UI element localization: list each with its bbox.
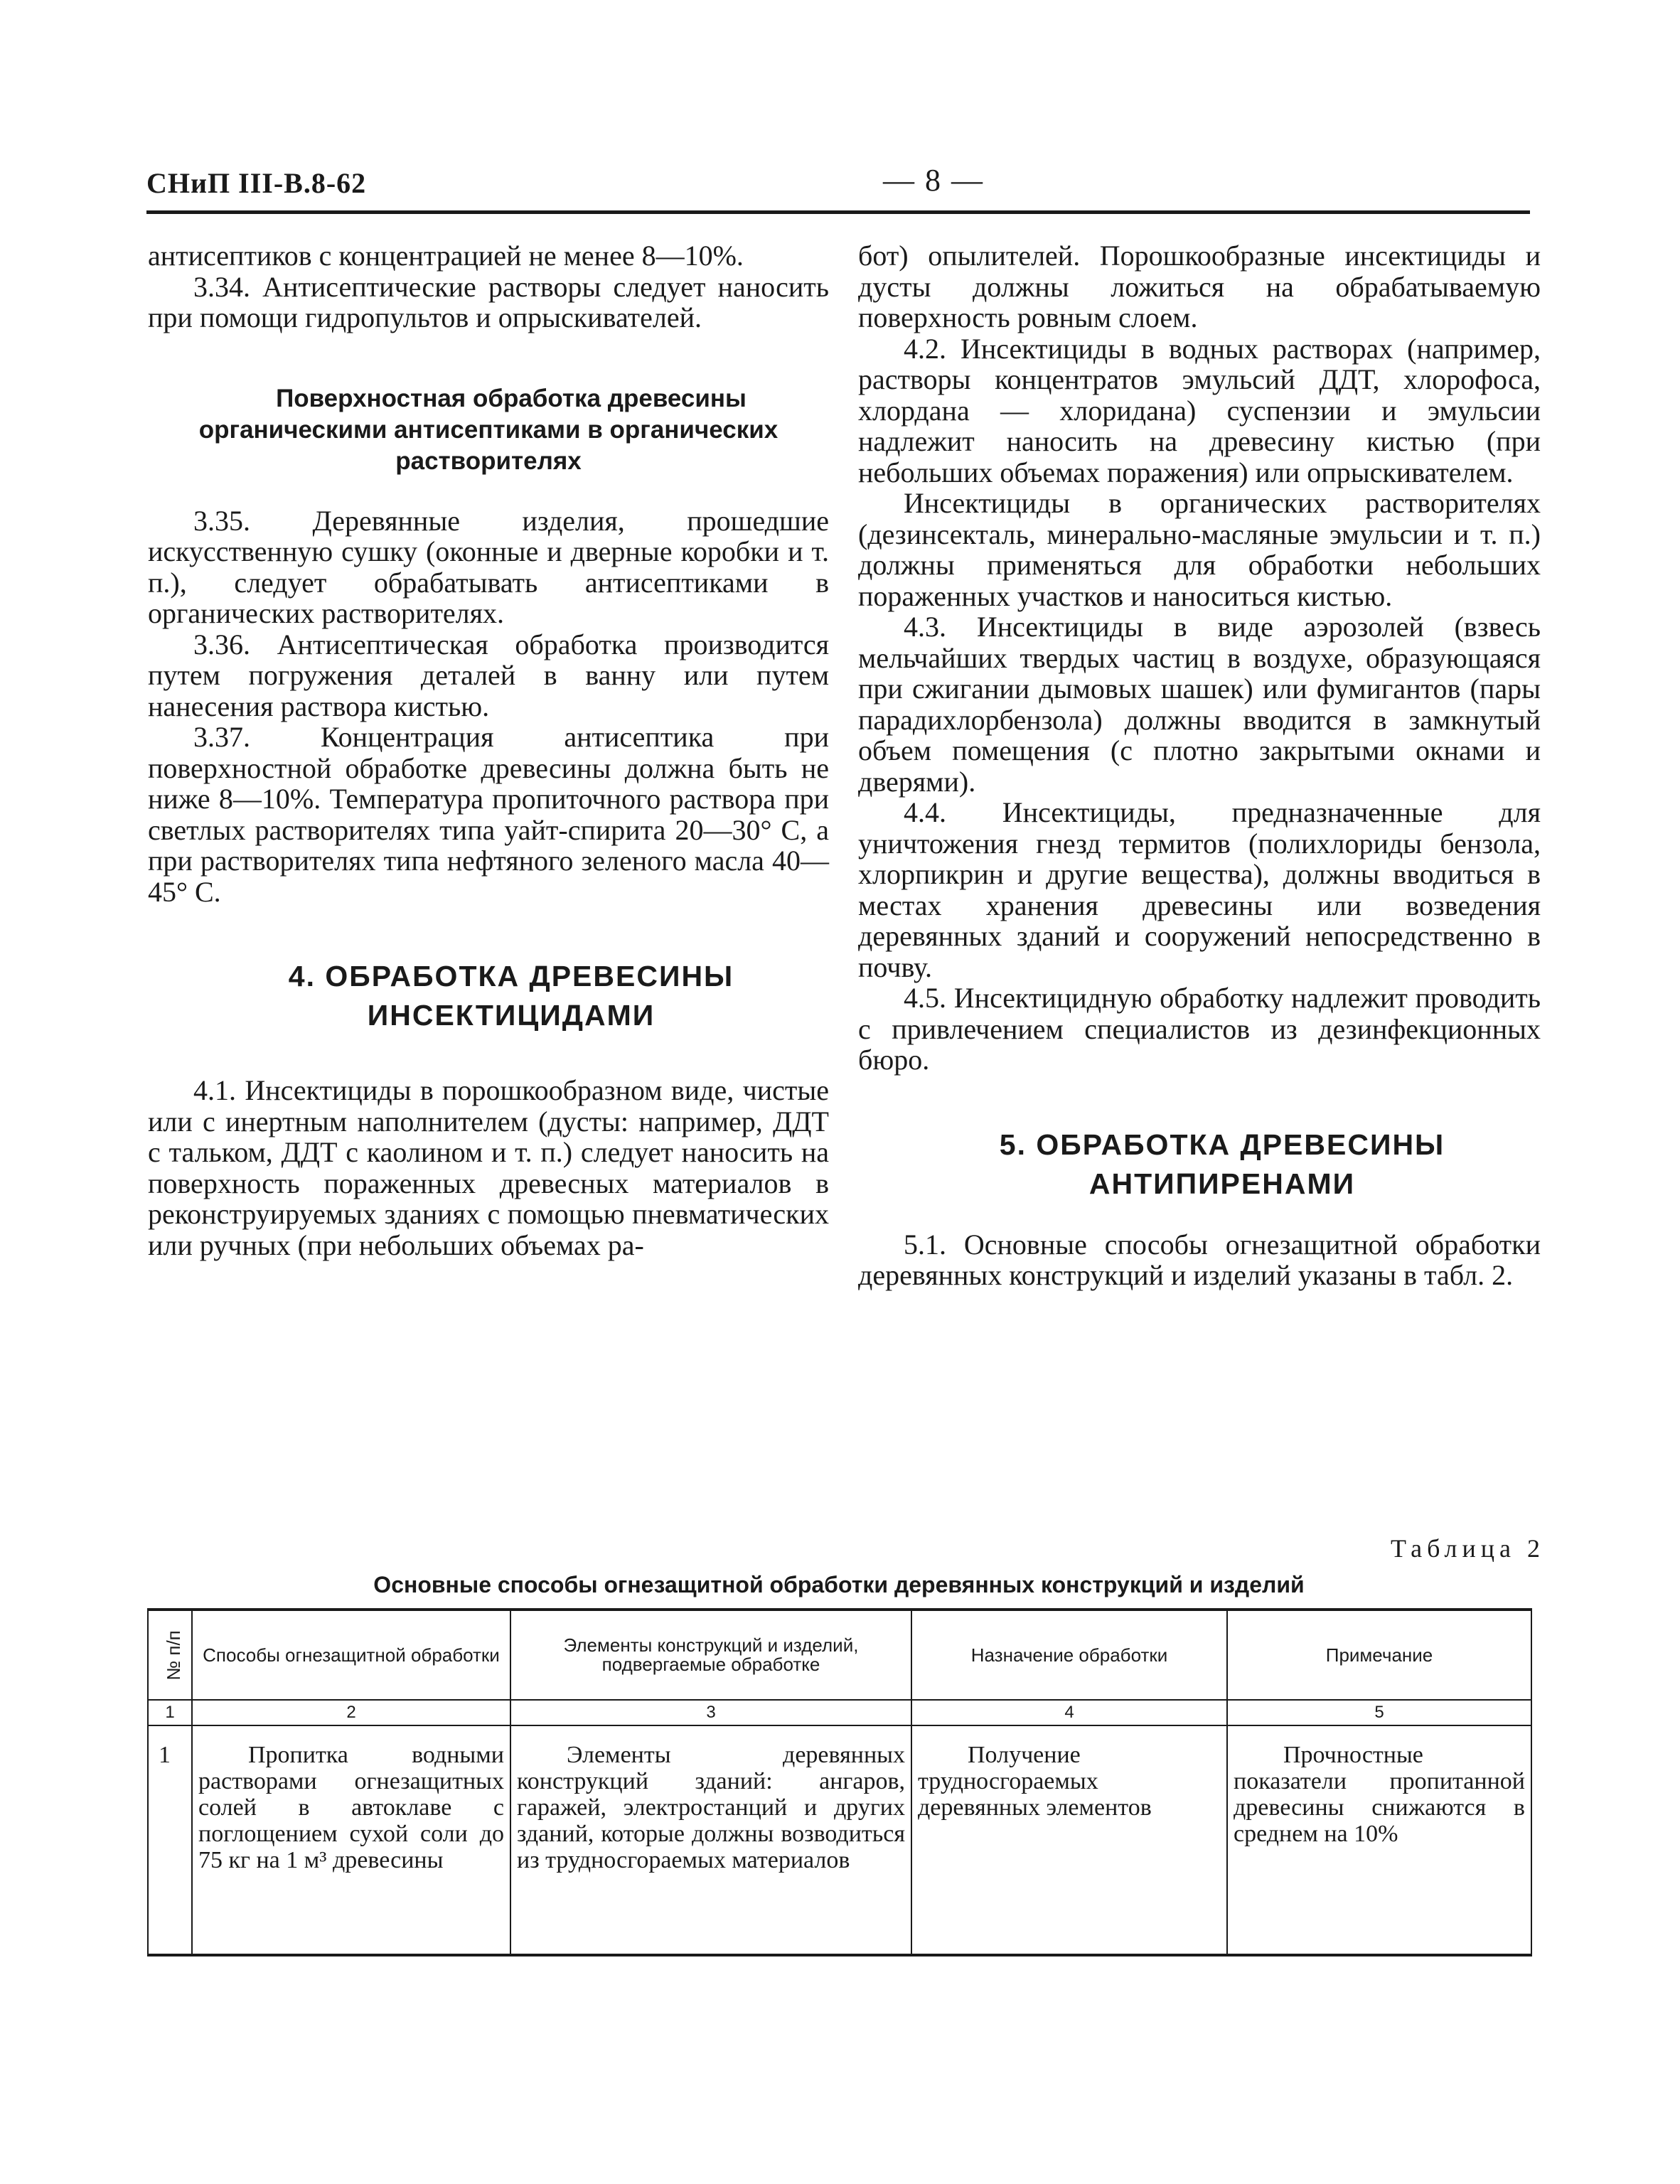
cell-elements: Элементы деревянных конструкций зданий: ангаров, гаражей, электростанций и других зданий, которые должны возводиться из трудносгораемых материалов — [510, 1725, 911, 1955]
paragraph-3-34: 3.34. Антисептические растворы следует наносить при помощи гидропультов и опрыскивателей. — [148, 270, 829, 333]
paragraph-4-1: 4.1. Инсектициды в порошкообразном виде, чистые или с инертным наполнителем (дусты: например, ДДТ с тальком, ДДТ с каолином и т. п.) следует наносить на поверхность пораженных древесных материалов в реконструируемых зданиях с помощью пневматических или ручных (при небольших объемах ра- — [148, 1074, 829, 1261]
cell-method: Пропитка водными растворами огнезащитных солей в автоклаве с поглощением сухой соли до 75 кг на 1 м³ древесины — [192, 1725, 510, 1955]
document-code: СНиП III-В.8-62 — [146, 167, 367, 199]
column-header-elements: Элементы конструкций и изделий, подвергаемые обработке — [510, 1610, 911, 1700]
column-number: 5 — [1227, 1700, 1531, 1725]
row-number: 1 — [148, 1725, 192, 1955]
paragraph-4-3: 4.3. Инсектициды в виде аэрозолей (взвесь мельчайших твердых частиц в воздухе, образующаяся при сжигании дымовых шашек) или фумигантов (пары парадихлорбензола) должны вводится в замкнутый объем помещения (с плотно закрытыми окнами и дверями). — [858, 611, 1541, 798]
paragraph-5-1: 5.1. Основные способы огнезащитной обработки деревянных конструкций и изделий указаны в табл. 2. — [858, 1228, 1541, 1291]
section-4-title-line1: 4. ОБРАБОТКА ДРЕВЕСИНЫ — [288, 960, 734, 992]
section-5-title-line2: АНТИПИРЕНАМИ — [1088, 1167, 1356, 1200]
paragraph-4-5: 4.5. Инсектицидную обработку надлежит проводить с привлечением специалистов из дезинфекционных бюро. — [858, 982, 1541, 1076]
column-header-note: Примечание — [1227, 1610, 1531, 1700]
column-header-number: № п/п — [148, 1610, 192, 1700]
column-header-method: Способы огнезащитной обработки — [192, 1610, 510, 1700]
right-column — [858, 240, 1541, 1291]
paragraph-4-2: 4.2. Инсектициды в водных растворах (например, растворы концентратов эмульсий ДДТ, хлорофоса, хлордана — хлоридана) суспензии и эмульсии надлежит наносить на древесину кистью (при небольших объемах поражения) или опрыскивателем. — [858, 332, 1541, 488]
page-number: — 8 — — [883, 163, 984, 198]
table-label: Таблица 2 — [1391, 1534, 1545, 1563]
paragraph-3-36: 3.36. Антисептическая обработка производится путем погружения деталей в ванну или путем нанесения раствора кистью. — [148, 628, 829, 722]
cell-note: Прочностные показатели пропитанной древесины снижаются в среднем на 10% — [1227, 1725, 1531, 1955]
paragraph-3-35: 3.35. Деревянные изделия, прошедшие искусственную сушку (оконные и дверные коробки и т. п.), следует обрабатывать антисептиками в органических растворителях. — [148, 504, 829, 629]
column-number-row — [148, 1700, 1531, 1725]
paragraph-4-4: 4.4. Инсектициды, предназначенные для уничтожения гнезд термитов (полихлориды бензола, хлорпикрин и другие вещества), должны вводиться в местах хранения древесины или возведения деревянных зданий и сооружений непосредственно в почву. — [858, 796, 1541, 983]
page-header — [146, 163, 1530, 214]
column-header-purpose: Назначение обработки — [911, 1610, 1227, 1700]
paragraph: антисептиков с концентрацией не менее 8—10%. — [148, 240, 744, 272]
paragraph: Инсектициды в органических растворителях (дезинсекталь, минерально-масляные эмульсии и т. п.) должны применяться для обработки небольших пораженных участков и наноситься кистью. — [858, 487, 1541, 612]
paragraph-3-37: 3.37. Концентрация антисептика при поверхностной обработке древесины должна быть не ниже 8—10%. Температура пропиточного раствора при светлых растворителях типа уайт-спирита 20—30° С, а при растворителях типа нефтяного зеленого масла 40—45° С. — [148, 721, 829, 908]
cell-purpose: Получение трудносгораемых деревянных элементов — [911, 1725, 1227, 1955]
table-2 — [147, 1608, 1531, 1956]
left-column — [148, 240, 829, 1260]
paragraph: бот) опылителей. Порошкообразные инсектициды и дусты должны ложиться на обрабатываемую поверхность ровным слоем. — [858, 240, 1541, 333]
column-number: 3 — [510, 1700, 911, 1725]
column-number: 1 — [148, 1700, 192, 1725]
fire-protection-table — [147, 1608, 1532, 1956]
table-row — [148, 1725, 1531, 1955]
column-number: 2 — [192, 1700, 510, 1725]
table-header-row — [148, 1610, 1531, 1700]
column-number: 4 — [911, 1700, 1227, 1725]
subheading-surface-treatment: Поверхностная обработка древесины органическими антисептиками в органических растворителях — [198, 384, 779, 475]
section-4-title-line2: ИНСЕКТИЦИДАМИ — [367, 999, 656, 1032]
section-5-title-line1: 5. ОБРАБОТКА ДРЕВЕСИНЫ — [999, 1128, 1445, 1161]
table-caption: Основные способы огнезащитной обработки деревянных конструкций и изделий — [373, 1572, 1305, 1597]
